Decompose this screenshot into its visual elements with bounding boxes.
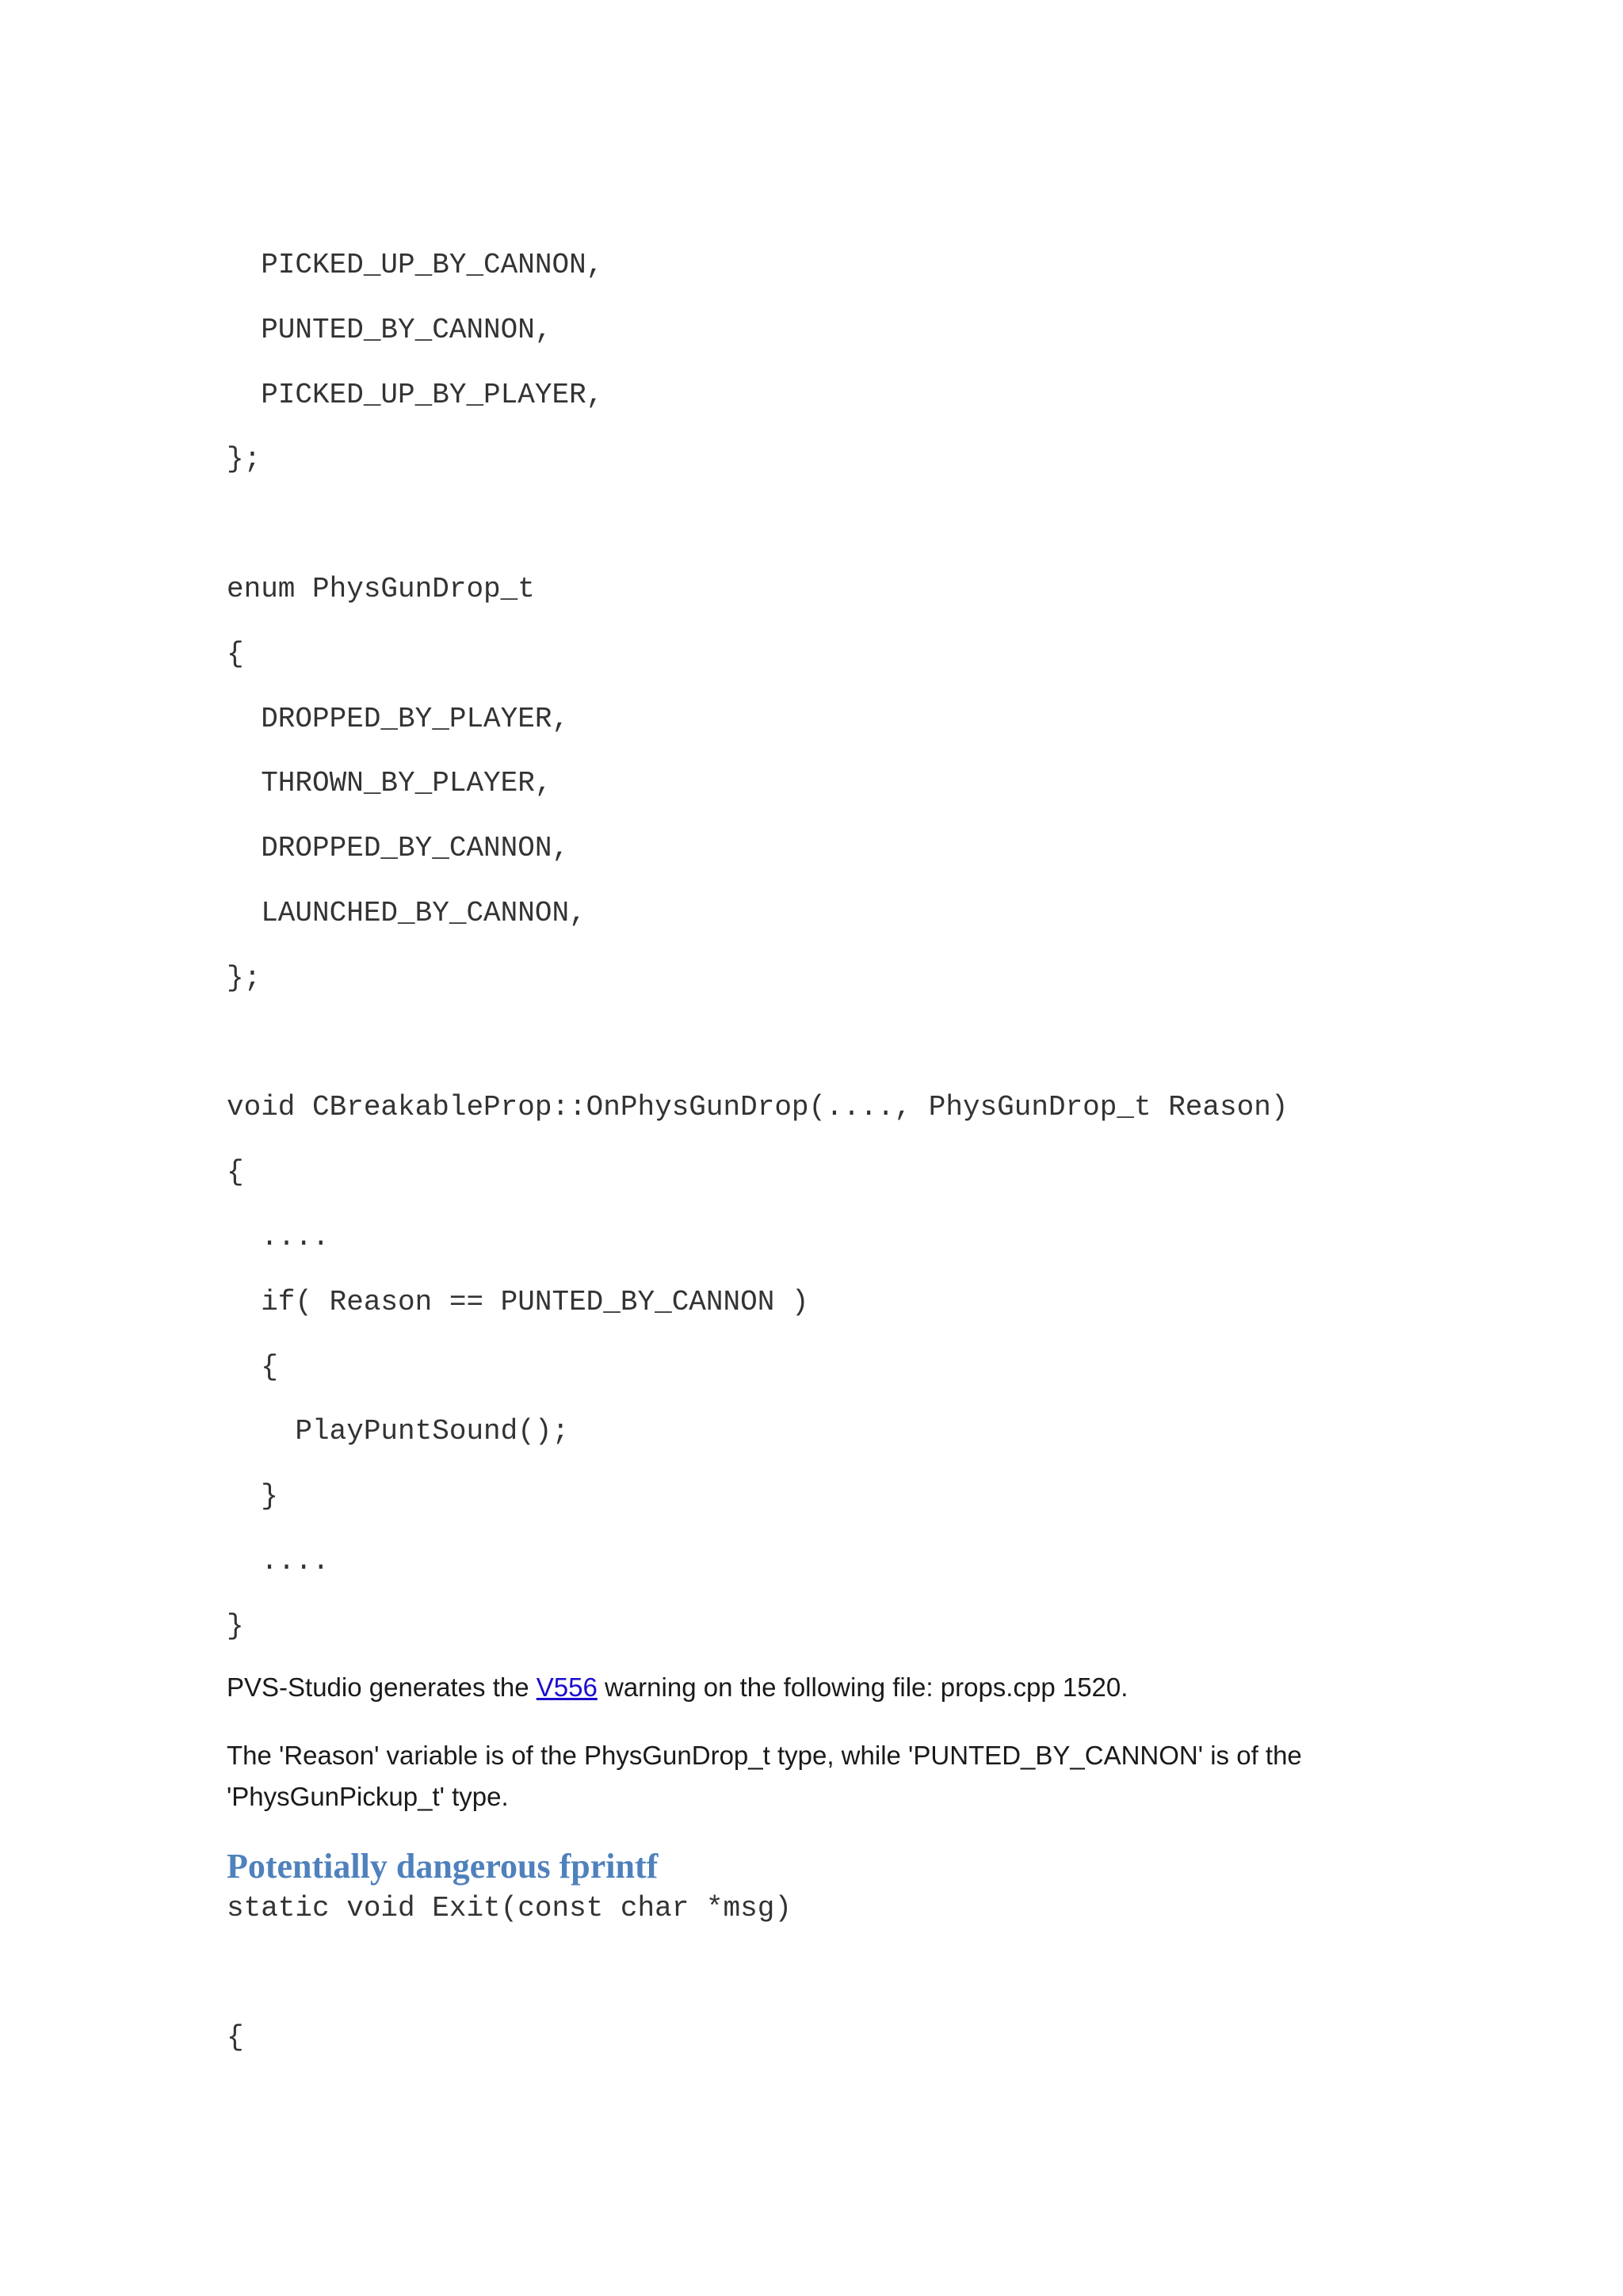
code-line: PUNTED_BY_CANNON, <box>227 313 552 346</box>
code-line: .... <box>227 1221 330 1253</box>
code-line: } <box>227 1609 244 1642</box>
code-line: static void Exit(const char *msg) <box>227 1892 792 1924</box>
code-line: if( Reason == PUNTED_BY_CANNON ) <box>227 1285 809 1318</box>
code-line: }; <box>227 961 262 994</box>
code-line: DROPPED_BY_CANNON, <box>227 832 570 865</box>
code-line: { <box>227 2021 244 2054</box>
paragraph-warning-prefix: PVS-Studio generates the <box>227 1672 537 1702</box>
code-line: void CBreakableProp::OnPhysGunDrop(...., PhysGunDrop_t Reason) <box>227 1091 1289 1124</box>
code-line: { <box>227 1156 244 1189</box>
code-line: PICKED_UP_BY_PLAYER, <box>227 378 604 411</box>
code-line: .... <box>227 1545 330 1577</box>
code-line: THROWN_BY_PLAYER, <box>227 767 552 800</box>
code-line: LAUNCHED_BY_CANNON, <box>227 897 586 929</box>
v556-link[interactable]: V556 <box>536 1672 598 1702</box>
code-line: { <box>227 1350 278 1383</box>
code-line: { <box>227 637 244 670</box>
paragraph-type-explanation: The 'Reason' variable is of the PhysGunDrop_t type, while 'PUNTED_BY_CANNON' is of the 'PhysGunPickup_t' type. <box>227 1741 1302 1811</box>
paragraph-warning-suffix: warning on the following file: props.cpp 1520. <box>597 1672 1128 1702</box>
code-line: PICKED_UP_BY_CANNON, <box>227 249 604 281</box>
section-heading: Potentially dangerous fprintf <box>227 1847 659 1886</box>
code-line: DROPPED_BY_PLAYER, <box>227 702 570 735</box>
code-line: enum PhysGunDrop_t <box>227 573 535 605</box>
code-line: } <box>227 1480 278 1513</box>
code-line: PlayPuntSound(); <box>227 1415 570 1448</box>
paragraph-warning <box>227 1667 1400 1708</box>
code-line: }; <box>227 443 262 476</box>
